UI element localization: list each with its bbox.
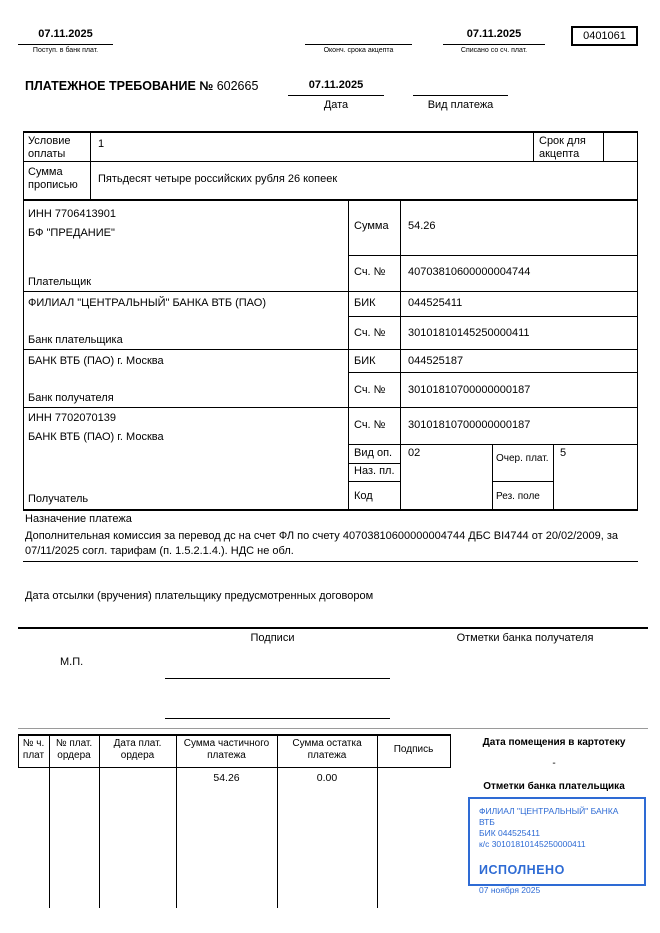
amount-words-label: Сумма прописью xyxy=(28,166,78,191)
line xyxy=(18,44,113,45)
table-border xyxy=(400,199,401,509)
table-border xyxy=(533,131,534,161)
payer-name: БФ "ПРЕДАНИЕ" xyxy=(28,227,115,239)
debited-label: Списано со сч. плат. xyxy=(460,47,528,54)
table-border xyxy=(23,349,638,350)
form-code: 0401061 xyxy=(583,30,626,42)
reserve-field-label: Рез. поле xyxy=(496,491,540,502)
acceptance-term-label: Срок для акцепта xyxy=(539,135,586,160)
table-border xyxy=(23,199,638,201)
payer-bank-bik-label: БИК xyxy=(354,297,376,309)
signature-line xyxy=(165,718,390,719)
card-index-value: - xyxy=(552,758,556,769)
purpose-label: Назначение платежа xyxy=(25,513,132,525)
acceptance-end-label: Оконч. срока акцепта xyxy=(323,47,394,54)
payee-inn: ИНН 7702070139 xyxy=(28,412,117,424)
bank-execution-stamp xyxy=(468,797,646,895)
payer-bank-name: ФИЛИАЛ "ЦЕНТРАЛЬНЫЙ" БАНКА ВТБ (ПАО) xyxy=(28,297,266,309)
purpose-code-label: Наз. пл. xyxy=(354,465,395,477)
table-border xyxy=(23,291,638,292)
priority-label: Очер. плат. xyxy=(496,453,549,464)
stamp-date: 07 ноября 2025 xyxy=(479,885,541,895)
debited-date: 07.11.2025 xyxy=(466,28,522,40)
condition-label: Условие оплаты xyxy=(28,135,71,160)
line xyxy=(305,44,412,45)
payer-account: 40703810600000004744 xyxy=(408,266,531,278)
document-number: 602665 xyxy=(216,79,259,93)
table-border xyxy=(348,463,400,464)
table-border xyxy=(23,131,24,510)
op-kind-value: 02 xyxy=(408,447,421,459)
column-header: № плат. ордера xyxy=(55,738,93,761)
date-label: Дата xyxy=(323,99,349,111)
payer-bank-account-label: Сч. № xyxy=(354,327,386,339)
table-border xyxy=(18,734,450,736)
partial-payment-amount: 54.26 xyxy=(213,772,240,784)
payer-label: Плательщик xyxy=(28,276,92,288)
table-border xyxy=(23,509,638,511)
line xyxy=(413,95,508,96)
table-border xyxy=(348,444,638,445)
amount-value: 54.26 xyxy=(408,220,436,232)
document-title xyxy=(25,80,258,93)
stamp-bik: БИК 044525411 xyxy=(479,828,540,838)
column-header: № ч. плат xyxy=(22,738,45,761)
column-header: Сумма частичного платежа xyxy=(183,738,270,761)
document-date: 07.11.2025 xyxy=(308,79,364,91)
table-border xyxy=(603,131,604,161)
table-border xyxy=(23,407,638,408)
op-kind-label: Вид оп. xyxy=(354,447,393,459)
payment-kind-label: Вид платежа xyxy=(427,99,494,111)
received-label: Поступ. в банк плат. xyxy=(32,47,99,54)
payee-bank-bik: 044525187 xyxy=(408,355,464,367)
payee-bank-bik-label: БИК xyxy=(354,355,376,367)
priority-value: 5 xyxy=(560,447,567,459)
stamp-corr-account: к/с 30101810145250000411 xyxy=(479,839,586,849)
payee-label: Получатель xyxy=(28,493,89,505)
payer-inn: ИНН 7706413901 xyxy=(28,208,117,220)
line xyxy=(23,561,638,562)
seal-label: М.П. xyxy=(60,656,84,668)
payer-bank-bik: 044525411 xyxy=(408,297,463,309)
stamp-bank-name: ФИЛИАЛ "ЦЕНТРАЛЬНЫЙ" БАНКА ВТБ xyxy=(479,806,619,827)
table-border xyxy=(23,131,638,133)
signatures-label: Подписи xyxy=(250,632,295,644)
table-border xyxy=(492,481,554,482)
table-border xyxy=(553,444,554,509)
payee-bank-account: 30101810700000000187 xyxy=(408,384,531,396)
card-index-title: Дата помещения в картотеку xyxy=(482,737,626,748)
form-code-box xyxy=(571,26,638,46)
line xyxy=(18,627,648,629)
payer-account-label: Сч. № xyxy=(354,266,386,278)
title-label: ПЛАТЕЖНОЕ ТРЕБОВАНИЕ № xyxy=(25,79,214,93)
send-date-label: Дата отсылки (вручения) плательщику предусмотренных договором xyxy=(25,590,374,602)
stamp-status: ИСПОЛНЕНО xyxy=(479,863,565,877)
column-header: Дата плат. ордера xyxy=(113,738,162,761)
payee-account-label: Сч. № xyxy=(354,419,386,431)
table-border xyxy=(18,767,450,768)
table-border xyxy=(348,199,349,509)
payee-name: БАНК ВТБ (ПАО) г. Москва xyxy=(28,431,164,443)
payee-bank-name: БАНК ВТБ (ПАО) г. Москва xyxy=(28,355,164,367)
table-border xyxy=(637,131,638,510)
table-border xyxy=(348,372,638,373)
column-header: Сумма остатка платежа xyxy=(292,738,362,761)
payee-account: 30101810700000000187 xyxy=(408,419,531,431)
table-border xyxy=(348,481,400,482)
amount-words: Пятьдесят четыре российских рубля 26 копеек xyxy=(98,173,338,185)
remaining-amount: 0.00 xyxy=(316,772,338,784)
line xyxy=(443,44,545,45)
line xyxy=(288,95,384,96)
received-date: 07.11.2025 xyxy=(38,28,93,40)
payee-bank-marks-label: Отметки банка получателя xyxy=(456,632,594,644)
payer-bank-marks-title: Отметки банка плательщика xyxy=(483,781,625,792)
payee-bank-label: Банк получателя xyxy=(28,392,114,404)
code-label: Код xyxy=(354,490,373,502)
table-border xyxy=(492,444,493,509)
condition-value: 1 xyxy=(98,138,105,150)
signature-line xyxy=(165,678,390,679)
table-border xyxy=(450,734,451,768)
table-border xyxy=(377,734,378,908)
payer-bank-account: 30101810145250000411 xyxy=(408,327,530,339)
table-border xyxy=(348,255,638,256)
table-border xyxy=(23,161,638,162)
column-header: Подпись xyxy=(393,744,434,755)
table-border xyxy=(90,131,91,199)
table-border xyxy=(348,316,638,317)
payer-bank-label: Банк плательщика xyxy=(28,334,123,346)
line xyxy=(18,728,648,729)
payee-bank-account-label: Сч. № xyxy=(354,384,386,396)
amount-label: Сумма xyxy=(354,220,389,232)
purpose-text: Дополнительная комиссия за перевод дс на счет ФЛ по счету 40703810600000004744 ДБС BI4744 от 20/02/2009, за 07/11/2025 согл. тарифам (п. 1.5.2.1.4.). НДС не обл. xyxy=(25,530,619,557)
